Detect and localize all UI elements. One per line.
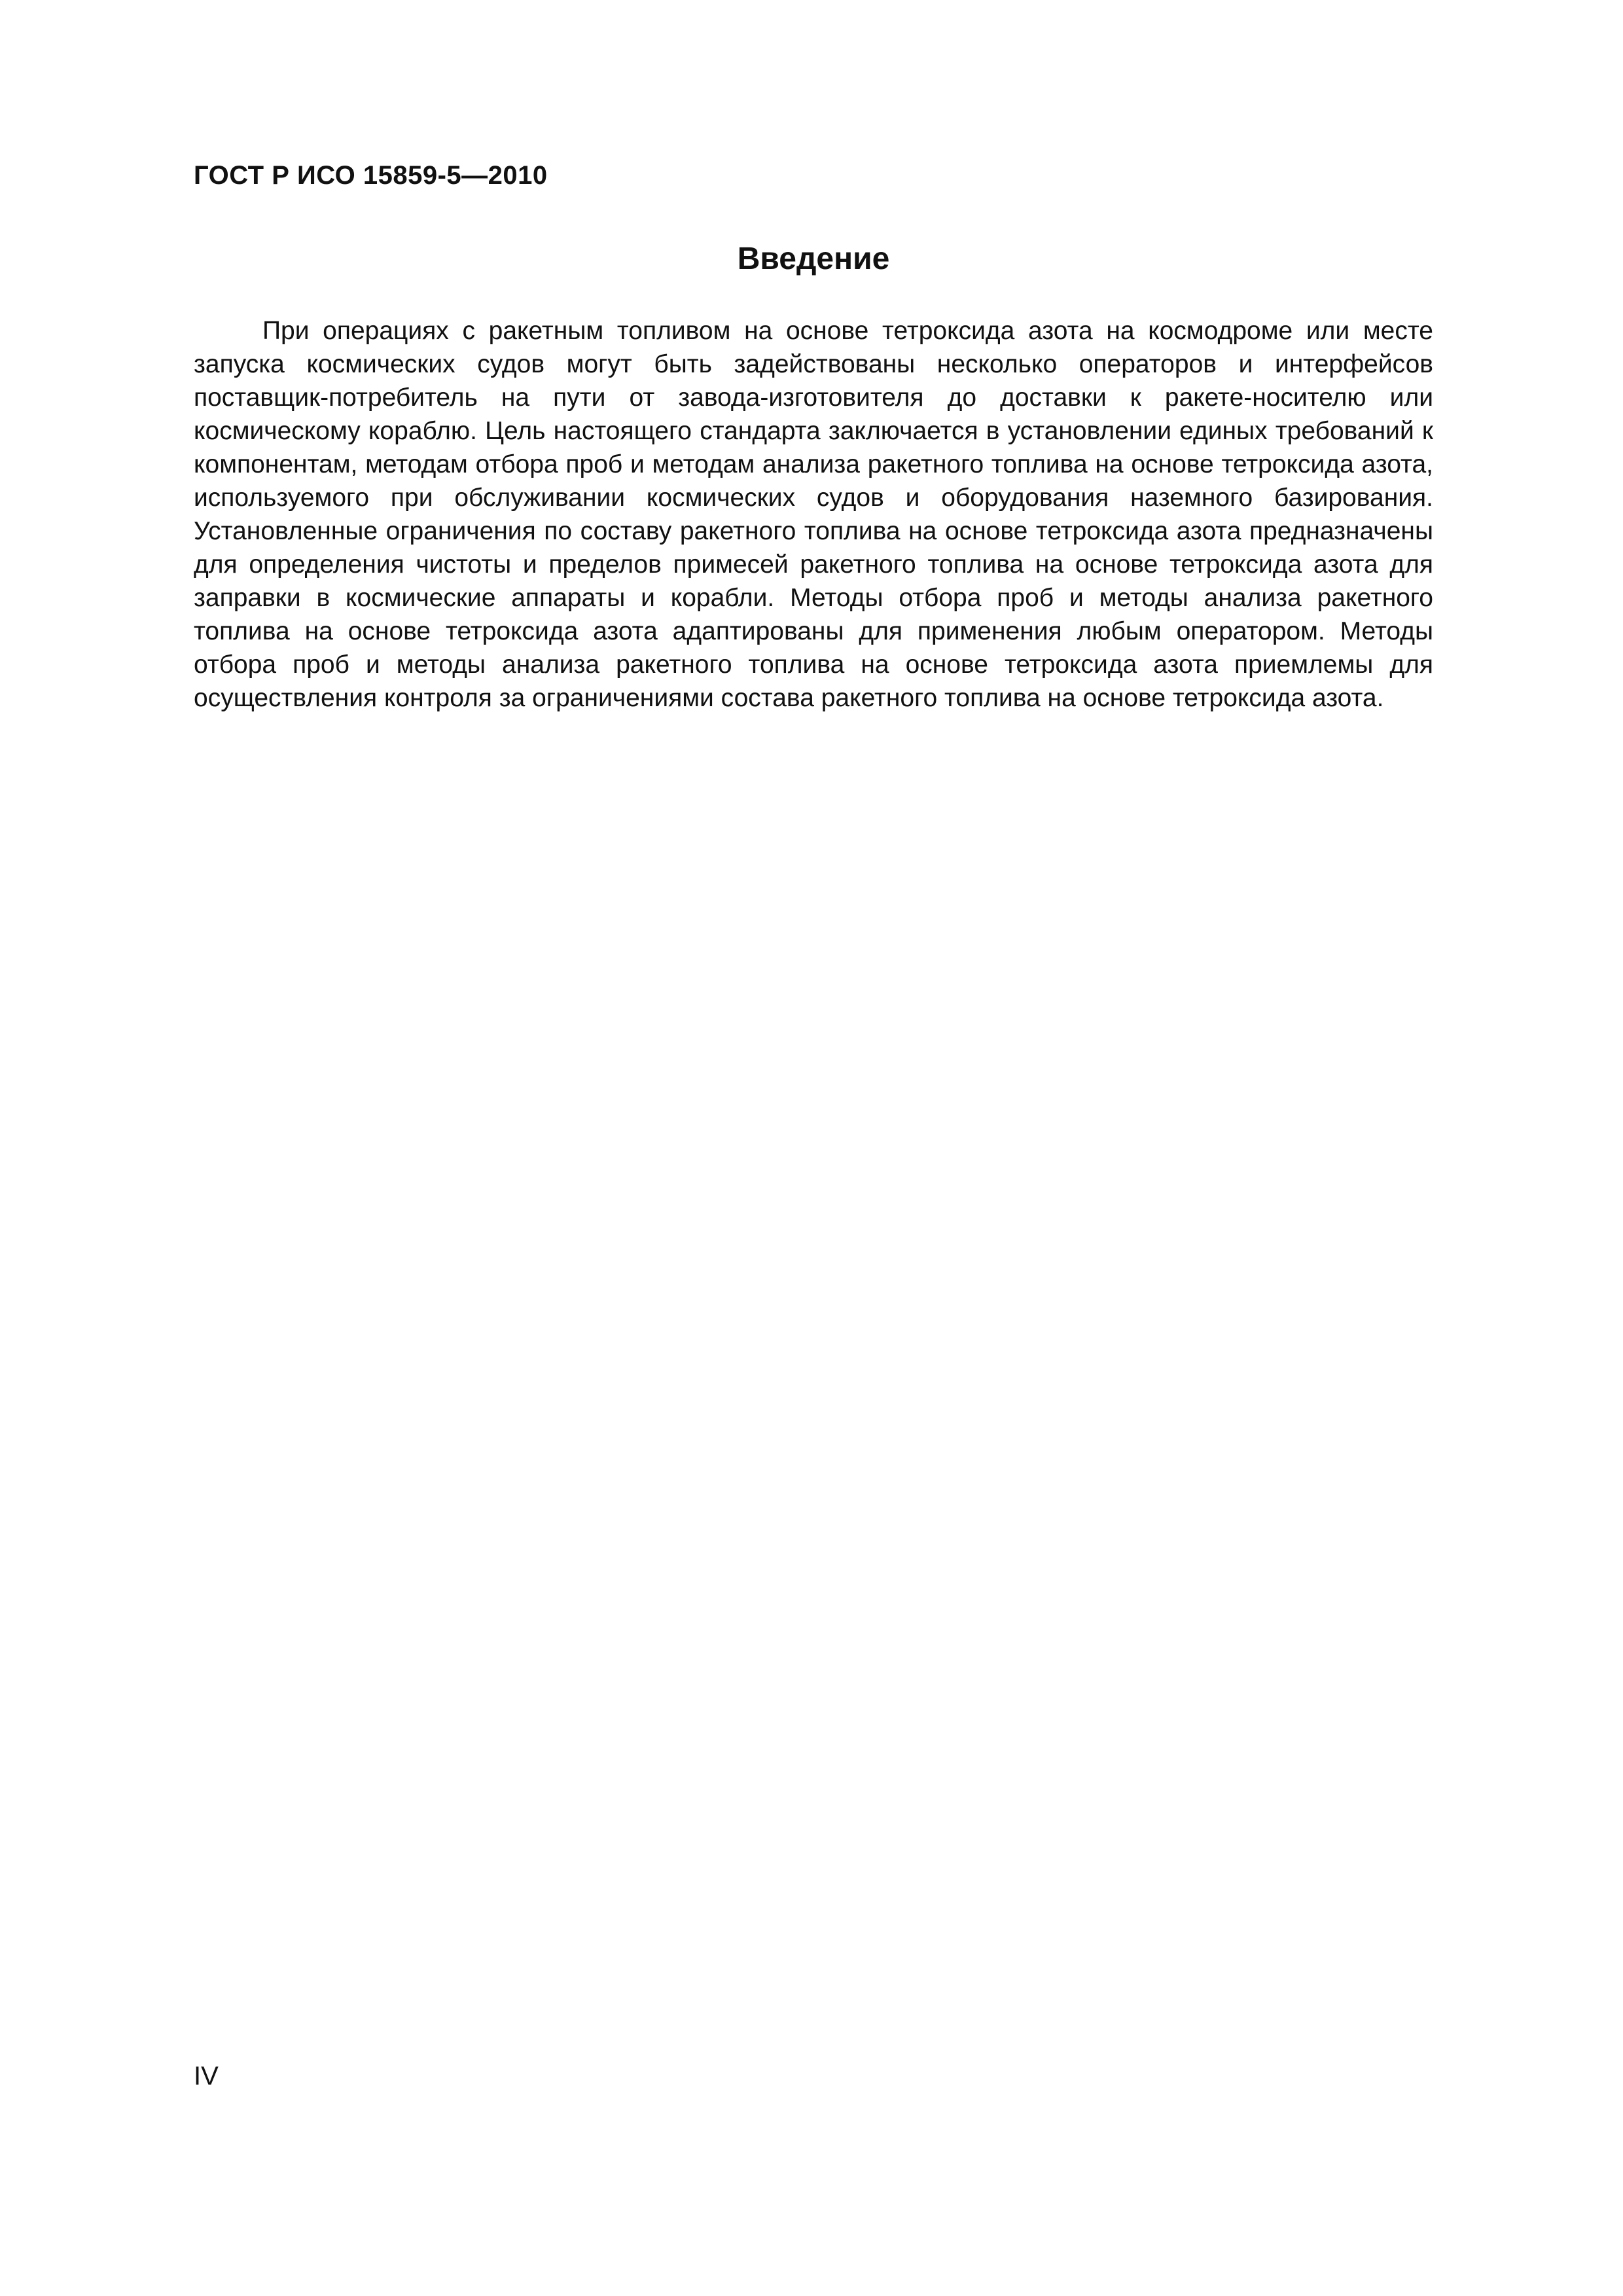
introduction-paragraph: При операциях с ракетным топливом на основе тетроксида азота на космодроме или месте запуска космических судов могут быть задействованы несколько операторов и интерфейсов поставщик-потребитель на пути от завода-изготовителя до доставки к ракете-носителю или космическому кораблю. Цель настоящего стандарта заключается в установлении единых требований к компонентам, методам отбора проб и методам анализа ракетного топлива на основе тетроксида азота, используемого при обслуживании космических судов и оборудования наземного базирования. Установленные ограничения по составу ракетного топлива на основе тетроксида азота предназначены для определения чистоты и пределов примесей ракетного топлива на основе тетроксида азота для заправки в космические аппараты и корабли. Методы отбора проб и методы анализа ракетного топлива на основе тетроксида азота адаптированы для применения любым оператором. Методы отбора проб и методы анализа ракетного топлива на основе тетроксида азота приемлемы для осуществления контроля за ограничениями состава ракетного топлива на основе тетроксида азота. bbox=[194, 317, 1433, 712]
document-code-header: ГОСТ Р ИСО 15859-5—2010 bbox=[194, 161, 548, 190]
section-title: Введение bbox=[737, 242, 890, 276]
page-number: IV bbox=[194, 2062, 219, 2090]
